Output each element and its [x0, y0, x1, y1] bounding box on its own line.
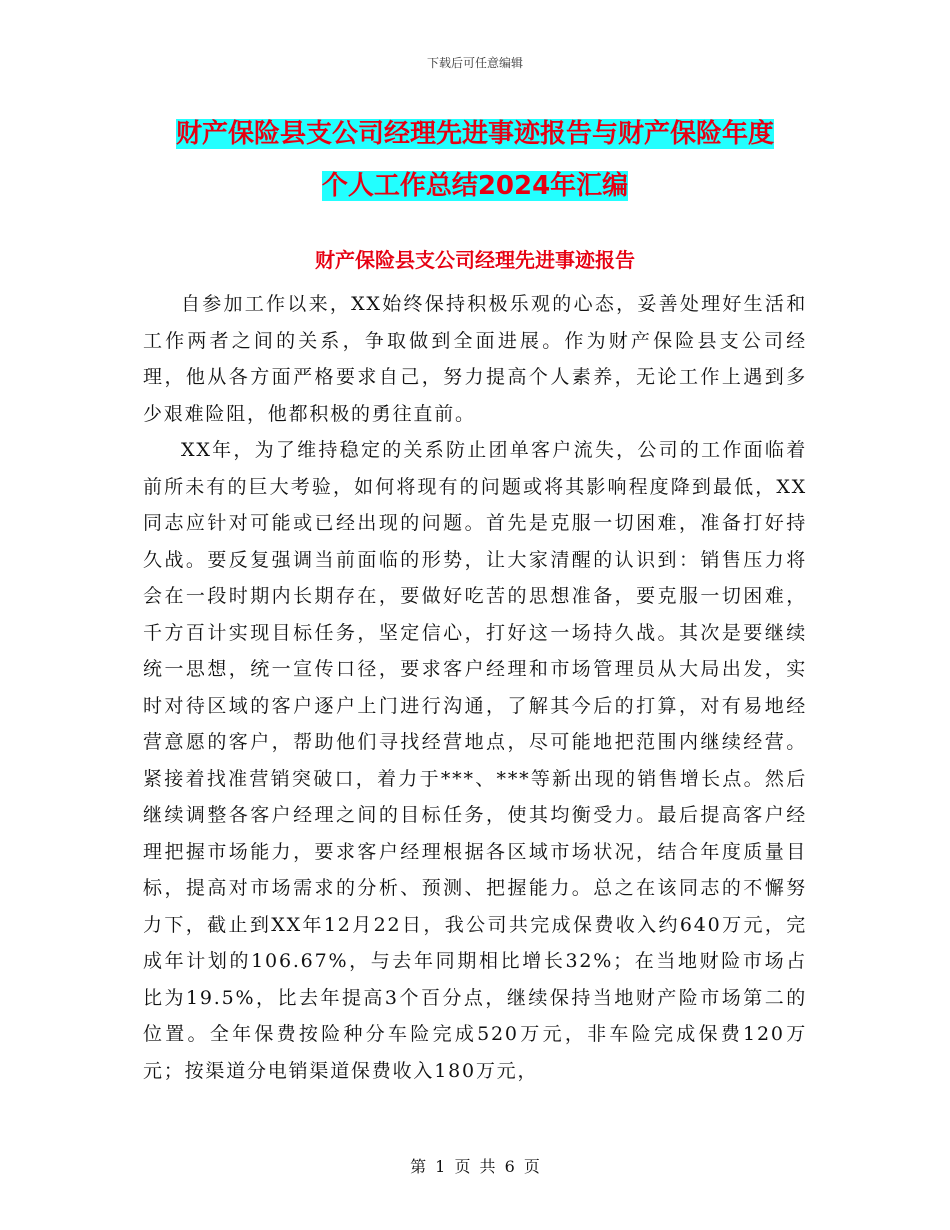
document-title-line-1: 财产保险县支公司经理先进事迹报告与财产保险年度: [175, 119, 774, 149]
page-number-footer: 第 1 页 共 6 页: [410, 1157, 540, 1176]
page-header-note: 下载后可任意编辑: [426, 56, 523, 70]
document-title-line-2: 个人工作总结2024年汇编: [321, 171, 629, 201]
section-title: 财产保险县支公司经理先进事迹报告: [315, 248, 635, 272]
paragraph-1: 自参加工作以来，XX始终保持积极乐观的心态，妥善处理好生活和工作两者之间的关系，争取做到全面进展。作为财产保险县支公司经理，他从各方面严格要求自己，努力提高个人素养，无论工作上遇到多少艰难险阻，他都积极的勇往直前。: [143, 293, 807, 425]
document-body: [143, 286, 807, 1089]
paragraph-2: XX年，为了维持稳定的关系防止团单客户流失，公司的工作面临着前所未有的巨大考验，如何将现有的问题或将其影响程度降到最低，XX同志应针对可能或已经出现的问题。首先是克服一切困难，准备打好持久战。要反复强调当前面临的形势，让大家清醒的认识到：销售压力将会在一段时期内长期存在，要做好吃苦的思想准备，要克服一切困难，千方百计实现目标任务，坚定信心，打好这一场持久战。其次是要继续统一思想，统一宣传口径，要求客户经理和市场管理员从大局出发，实时对待区域的客户逐户上门进行沟通，了解其今后的打算，对有易地经营意愿的客户，帮助他们寻找经营地点，尽可能地把范围内继续经营。紧接着找准营销突破口，着力于***、***等新出现的销售增长点。然后继续调整各客户经理之间的目标任务，使其均衡受力。最后提高客户经理把握市场能力，要求客户经理根据各区域市场状况，结合年度质量目标，提高对市场需求的分析、预测、把握能力。总之在该同志的不懈努力下，截止到XX年12月22日，我公司共完成保费收入约640万元，完成年计划的106.67%，与去年同期相比增长32%；在当地财险市场占比为19.5%，比去年提高3个百分点，继续保持当地财产险市场第二的位置。全年保费按险种分车险完成520万元，非车险完成保费120万元；按渠道分电销渠道保费收入180万元，: [143, 439, 807, 1082]
document-title: [100, 108, 850, 212]
